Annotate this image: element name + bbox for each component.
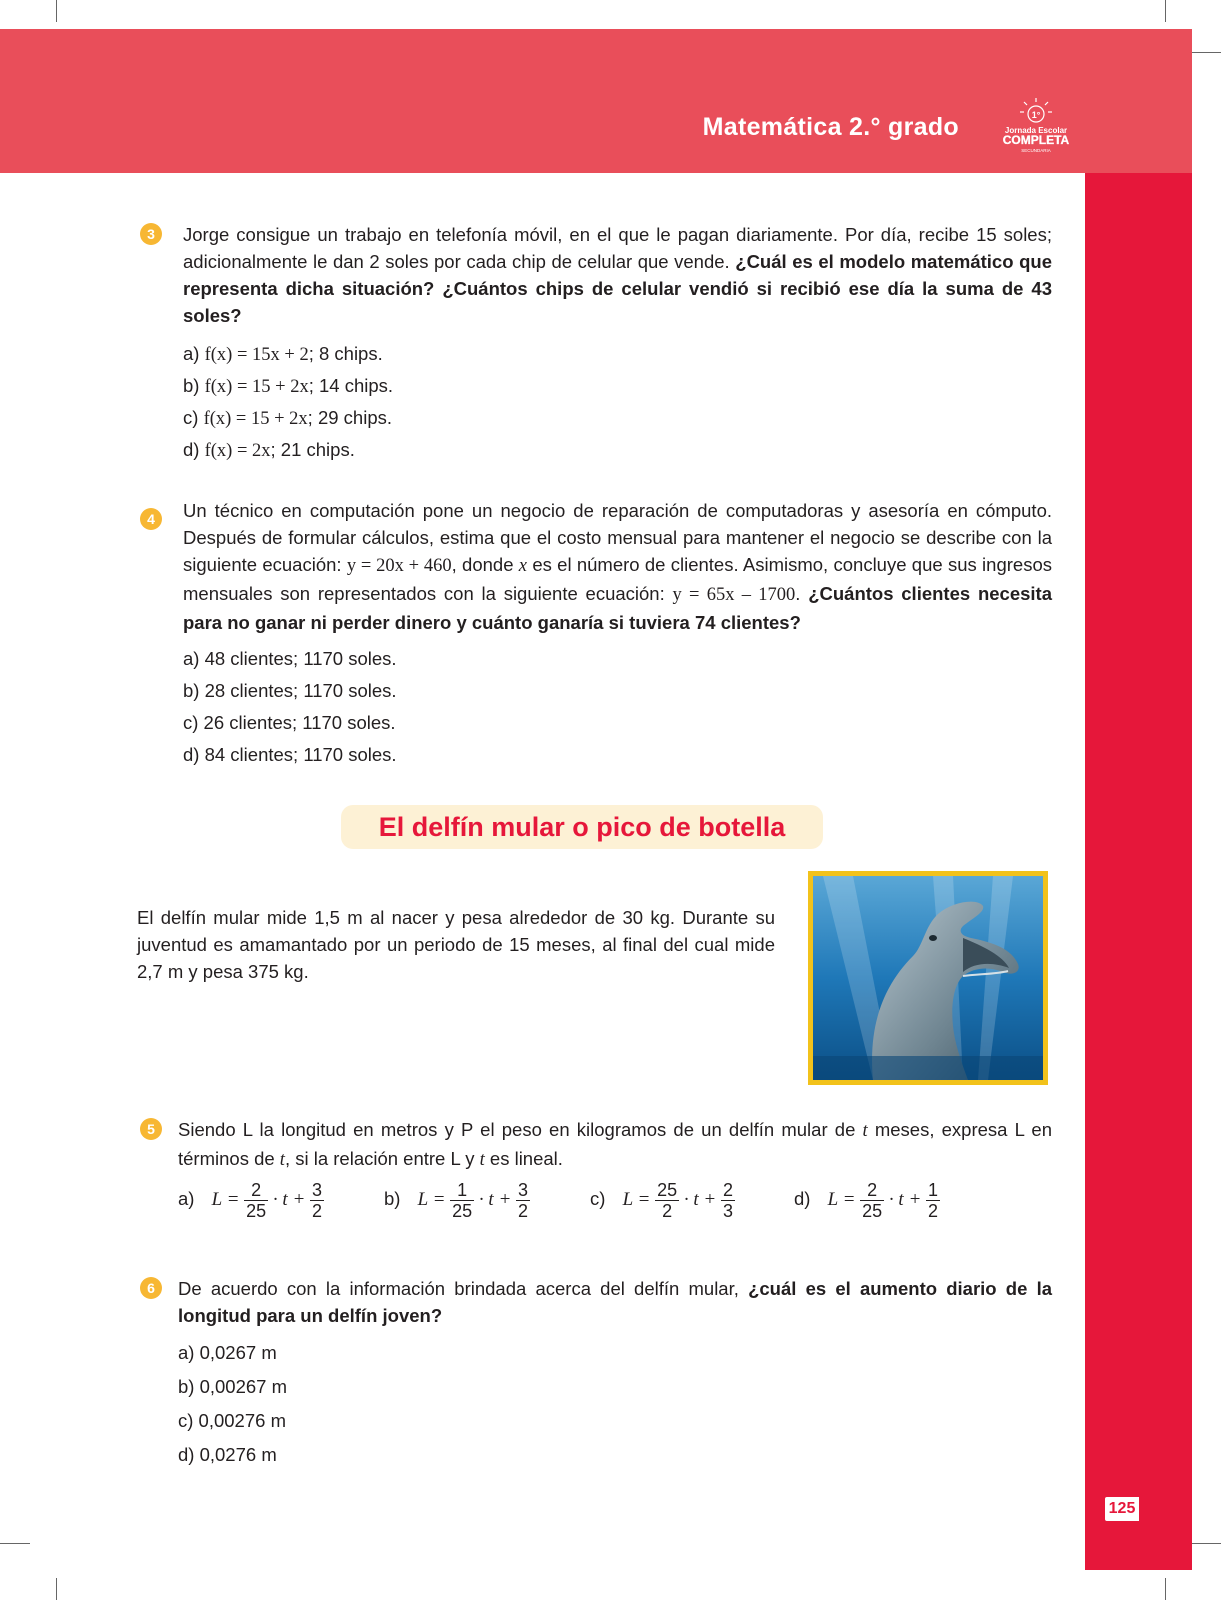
- question-5-option-a[interactable]: a) L = $\frac{2}{25}$ · t + $\frac{3}{2}$: [178, 1180, 323, 1221]
- question-3-option-d[interactable]: d) f(x) = 2x; 21 chips.: [183, 439, 355, 461]
- question-6-option-b[interactable]: b) 0,00267 m: [178, 1376, 288, 1397]
- question-6-option-c[interactable]: c) 0,00276 m: [178, 1410, 286, 1431]
- crop-mark: [1165, 0, 1166, 22]
- question-6-option-a[interactable]: a) 0,0267 m: [178, 1342, 277, 1363]
- option-formula: f(x) = 15 + 2x: [203, 409, 308, 429]
- crop-mark: [1192, 52, 1221, 53]
- cost-equation: y = 20x + 460: [346, 556, 452, 576]
- question-4-option-a[interactable]: a) 48 clientes; 1170 soles.: [183, 648, 397, 669]
- question-number-badge: 3: [140, 223, 162, 245]
- svg-text:COMPLETA: COMPLETA: [1002, 133, 1070, 147]
- fraction: $\frac{2}{3}$: [723, 1180, 734, 1221]
- dolphin-illustration: [813, 876, 1043, 1080]
- fraction: $\frac{2}{25}$: [246, 1180, 267, 1221]
- crop-mark: [0, 1543, 30, 1544]
- question-6-option-d[interactable]: d) 0,0276 m: [178, 1444, 277, 1465]
- question-3-bold-question: ¿Cuál es el modelo matemático que representa dicha situación? ¿Cuántos chips de celular vendió si recibió ese día la suma de 43 soles?: [183, 251, 1052, 326]
- fraction: $\frac{25}{2}$: [657, 1180, 678, 1221]
- question-3-option-b[interactable]: b) f(x) = 15 + 2x; 14 chips.: [183, 375, 394, 397]
- question-4-option-b[interactable]: b) 28 clientes; 1170 soles.: [183, 680, 397, 701]
- question-3-statement: Jorge consigue un trabajo en telefonía móvil, en el que le pagan diariamente. Por día, recibe 15 soles; adicionalmente le dan 2 soles por cada chip de celular que vende.: [183, 224, 1052, 272]
- fraction: $\frac{1}{2}$: [928, 1180, 939, 1221]
- question-4-option-d[interactable]: d) 84 clientes; 1170 soles.: [183, 744, 397, 765]
- question-5-option-d[interactable]: d) L = $\frac{2}{25}$ · t + $\frac{1}{2}$: [794, 1180, 939, 1221]
- dolphin-photo: [808, 871, 1048, 1085]
- question-4-bold-question: ¿Cuántos clientes necesita para no ganar ni perder dinero y cuánto ganaría si tuviera 74 clientes?: [183, 583, 1052, 633]
- question-3-option-a[interactable]: a) f(x) = 15x + 2; 8 chips.: [183, 343, 383, 365]
- income-equation: y = 65x – 1700: [672, 585, 796, 605]
- section-title: El delfín mular o pico de botella: [341, 805, 823, 849]
- section-paragraph: El delfín mular mide 1,5 m al nacer y pesa alrededor de 30 kg. Durante su juventud es amamantado por un periodo de 15 meses, al final del cual mide 2,7 m y pesa 375 kg.: [137, 907, 775, 982]
- question-3-text: [183, 221, 1052, 329]
- crop-mark: [56, 0, 57, 22]
- question-number-badge: 6: [140, 1277, 162, 1299]
- svg-text:1°: 1°: [1031, 110, 1041, 120]
- question-4-text: Un técnico en computación pone un negocio de reparación de computadoras y asesoría en cómputo. Después de formular cálculos, estima que el costo mensual para mantener el negocio se describe con la siguiente ecuación: y = 20x + 460, donde x es el número de clientes. Asimismo, concluye que sus ingresos mensuales son representados con la siguiente ecuación: y = 65x – 1700. ¿Cuántos clientes necesita para no ganar ni perder dinero y cuánto ganaría si tuviera 74 clientes?: [183, 500, 1052, 633]
- question-number-badge: 5: [140, 1118, 162, 1140]
- svg-text:Jornada Escolar: Jornada Escolar: [1004, 126, 1068, 135]
- fraction: $\frac{3}{2}$: [312, 1180, 323, 1221]
- crop-mark: [56, 1578, 57, 1600]
- question-6-bold-question: ¿cuál es el aumento diario de la longitud para un delfín joven?: [178, 1278, 1052, 1326]
- option-formula: f(x) = 15x + 2: [204, 345, 309, 365]
- fraction: $\frac{3}{2}$: [518, 1180, 529, 1221]
- option-formula: f(x) = 15 + 2x: [204, 377, 309, 397]
- question-3-option-c[interactable]: c) f(x) = 15 + 2x; 29 chips.: [183, 407, 392, 429]
- page-number: 125: [1105, 1497, 1139, 1521]
- fraction: $\frac{1}{25}$: [452, 1180, 473, 1221]
- question-4-option-c[interactable]: c) 26 clientes; 1170 soles.: [183, 712, 396, 733]
- question-5-option-c[interactable]: c) L = $\frac{25}{2}$ · t + $\frac{2}{3}$: [590, 1180, 734, 1221]
- option-formula: f(x) = 2x: [204, 441, 271, 461]
- jornada-escolar-completa-logo: [996, 96, 1076, 156]
- crop-mark: [1192, 1543, 1221, 1544]
- question-5-text: Siendo L la longitud en metros y P el peso en kilogramos de un delfín mular de t meses, expresa L en términos de t, si la relación entre L y t es lineal.: [178, 1119, 1052, 1170]
- question-number-badge: 4: [140, 508, 162, 530]
- question-5-option-b[interactable]: b) L = $\frac{1}{25}$ · t + $\frac{3}{2}$: [384, 1180, 529, 1221]
- svg-text:SECUNDARIA: SECUNDARIA: [1021, 148, 1051, 153]
- side-band: [1085, 173, 1192, 1570]
- fraction: $\frac{2}{25}$: [862, 1180, 883, 1221]
- crop-mark: [1165, 1578, 1166, 1600]
- page-header-title: Matemática 2.° grado: [702, 113, 959, 141]
- question-6-text: De acuerdo con la información brindada acerca del delfín mular, ¿cuál es el aumento diario de la longitud para un delfín joven?: [178, 1278, 1052, 1326]
